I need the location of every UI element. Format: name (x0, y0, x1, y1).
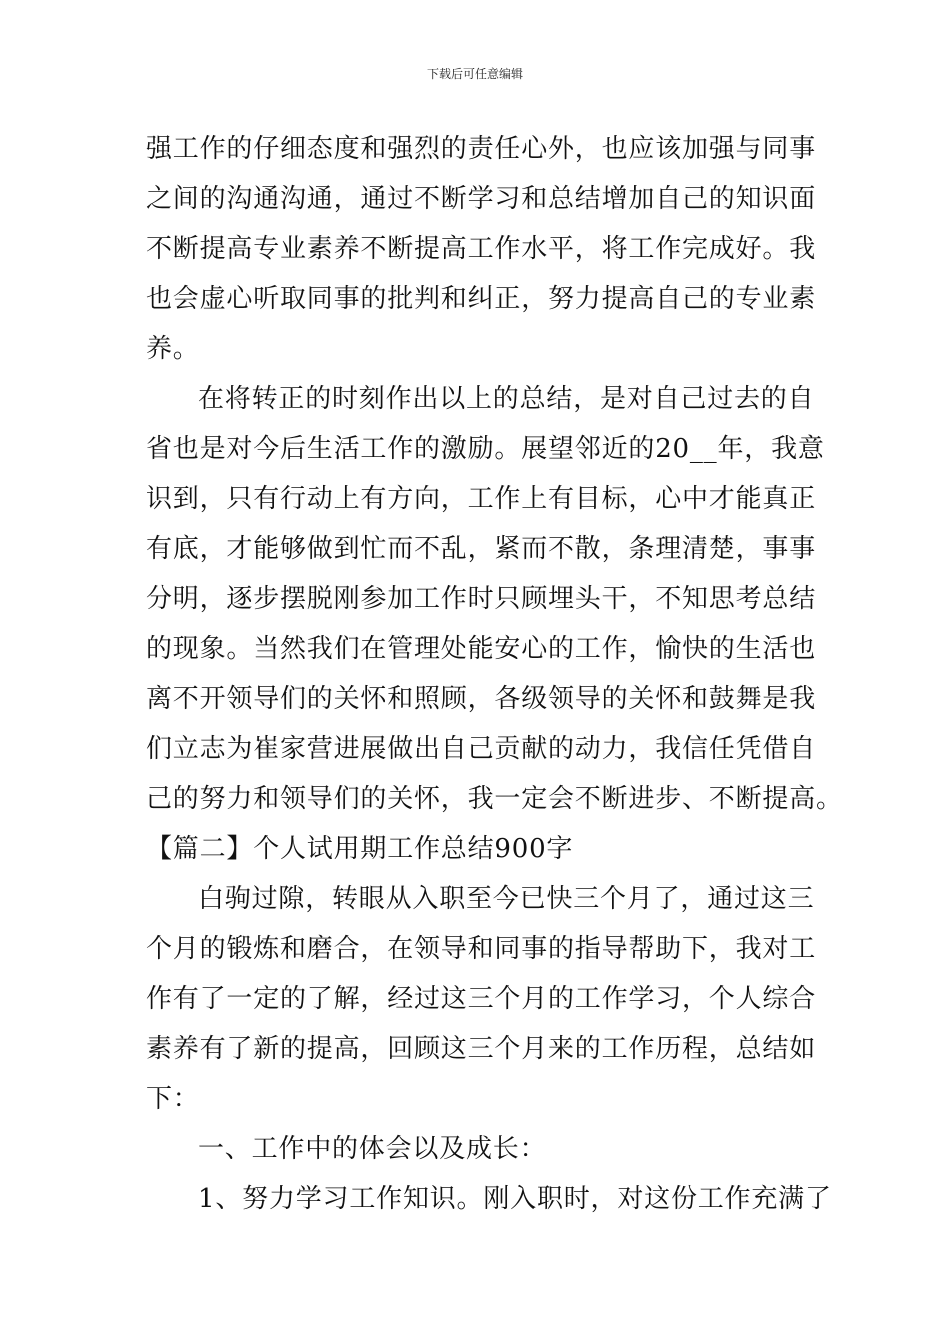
text-line: 己的努力和领导们的关怀，我一定会不断进步、不断提高。 (146, 784, 843, 814)
text-line: 的现象。当然我们在管理处能安心的工作，愉快的生活也 (146, 634, 817, 664)
text-line: 个月的锻炼和磨合，在领导和同事的指导帮助下，我对工 (146, 934, 817, 964)
text-line: 之间的沟通沟通，通过不断学习和总结增加自己的知识面 (146, 184, 817, 214)
paragraph-start-line: 在将转正的时刻作出以上的总结，是对自己过去的自 (198, 384, 815, 414)
text-line: 养。 (146, 334, 200, 364)
text-line: 不断提高专业素养不断提高工作水平，将工作完成好。我 (146, 234, 817, 264)
subsection-heading: 一、工作中的体会以及成长： (198, 1134, 547, 1164)
text-line: 作有了一定的了解，经过这三个月的工作学习，个人综合 (146, 984, 817, 1014)
text-line: 们立志为崔家营进展做出自己贡献的动力，我信任凭借自 (146, 734, 817, 764)
paragraph-start-line: 白驹过隙，转眼从入职至今已快三个月了，通过这三 (198, 884, 815, 914)
text-line: 强工作的仔细态度和强烈的责任心外，也应该加强与同事 (146, 134, 817, 164)
text-line: 识到，只有行动上有方向，工作上有目标，心中才能真正 (146, 484, 817, 514)
paragraph-start-line: 1、努力学习工作知识。刚入职时，对这份工作充满了 (198, 1184, 832, 1214)
text-line: 省也是对今后生活工作的激励。展望邻近的20__年，我意 (146, 434, 825, 464)
document-body (146, 124, 843, 1224)
text-line: 素养有了新的提高，回顾这三个月来的工作历程，总结如 (146, 1034, 817, 1064)
section-heading: 【篇二】个人试用期工作总结900字 (146, 834, 574, 864)
page-header: 下载后可任意编辑 (426, 67, 523, 81)
text-line: 分明，逐步摆脱刚参加工作时只顾埋头干，不知思考总结 (146, 584, 817, 614)
text-line: 下： (146, 1084, 200, 1114)
text-line: 离不开领导们的关怀和照顾，各级领导的关怀和鼓舞是我 (146, 684, 817, 714)
text-line: 也会虚心听取同事的批判和纠正，努力提高自己的专业素 (146, 284, 817, 314)
text-line: 有底，才能够做到忙而不乱，紧而不散，条理清楚，事事 (146, 534, 817, 564)
